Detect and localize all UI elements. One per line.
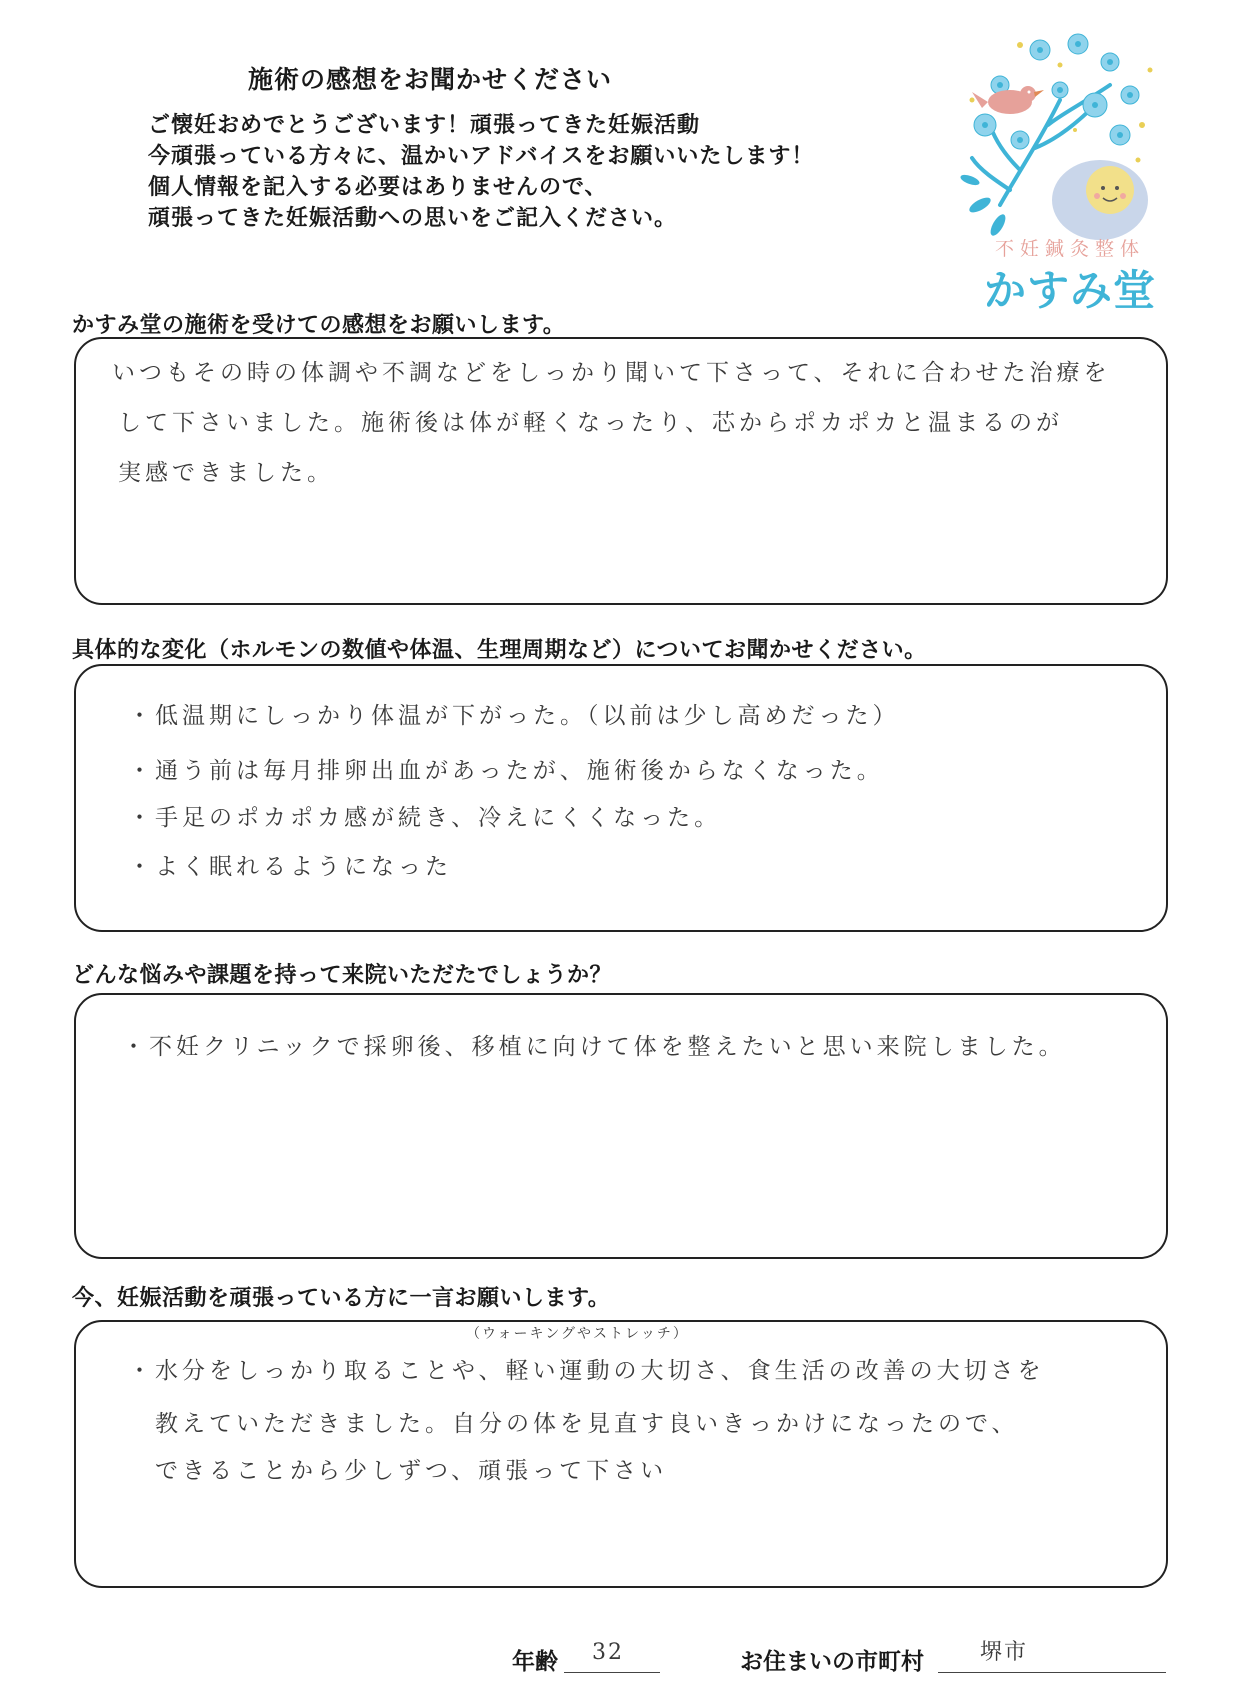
answer-line: して下さいました。施術後は体が軽くなったり、芯からポカポカと温まるのが (118, 410, 1063, 436)
age-underline (564, 1672, 660, 1673)
logo-subtitle: 不妊鍼灸整体 (994, 238, 1145, 260)
answer-line: できることから少しずつ、頑張って下さい (155, 1458, 668, 1484)
city-value: 堺市 (980, 1640, 1029, 1665)
baby-icon (1052, 160, 1148, 240)
form-title: 施術の感想をお聞かせください (248, 65, 613, 94)
answer-line: 教えていただきました。自分の体を見直す良いきっかけになったので、 (155, 1411, 1019, 1437)
answer-line: 実感できました。 (118, 460, 334, 486)
question-changes: 具体的な変化（ホルモンの数値や体温、生理周期など）についてお聞かせください。 (72, 638, 927, 663)
flower-icon (974, 34, 1139, 149)
question-impression: かすみ堂の施術を受けての感想をお願いします。 (72, 313, 566, 338)
question-message: 今、妊娠活動を頑張っている方に一言お願いします。 (72, 1286, 611, 1311)
logo-name: かすみ堂 (983, 266, 1156, 315)
intro-line: 今頑張っている方々に、温かいアドバイスをお願いいたします！ (148, 144, 815, 169)
answer-line: ・水分をしっかり取ることや、軽い運動の大切さ、食生活の改善の大切さを (128, 1358, 1045, 1384)
answer-line: ・不妊クリニックで採卵後、移植に向けて体を整えたいと思い来院しました。 (122, 1034, 1066, 1060)
answer-line: いつもその時の体調や不調などをしっかり聞いて下さって、それに合わせた治療を (112, 360, 1111, 386)
answer-line: ・よく眠れるようになった (128, 854, 452, 880)
intro-line: 頑張ってきた妊娠活動への思いをご記入ください。 (148, 206, 678, 231)
city-label: お住まいの市町村 (740, 1649, 924, 1675)
question-concerns: どんな悩みや課題を持って来院いただたでしょうか？ (72, 963, 613, 988)
intro-line: ご懐妊おめでとうございます！頑張ってきた妊娠活動 (148, 113, 701, 138)
intro-line: 個人情報を記入する必要はありませんので、 (148, 175, 608, 200)
city-underline (938, 1672, 1166, 1673)
answer-annotation: （ウォーキングやストレッチ） (466, 1326, 689, 1342)
answer-line: ・低温期にしっかり体温が下がった。（以前は少し高めだった） (128, 703, 900, 729)
intro-text (148, 110, 814, 234)
answer-line: ・手足のポカポカ感が続き、冷えにくくなった。 (128, 805, 722, 831)
answer-line: ・通う前は毎月排卵出血があったが、施術後からなくなった。 (128, 758, 884, 784)
age-value: 32 (592, 1640, 624, 1665)
bird-icon (972, 86, 1044, 114)
age-label: 年齢 (512, 1649, 558, 1675)
